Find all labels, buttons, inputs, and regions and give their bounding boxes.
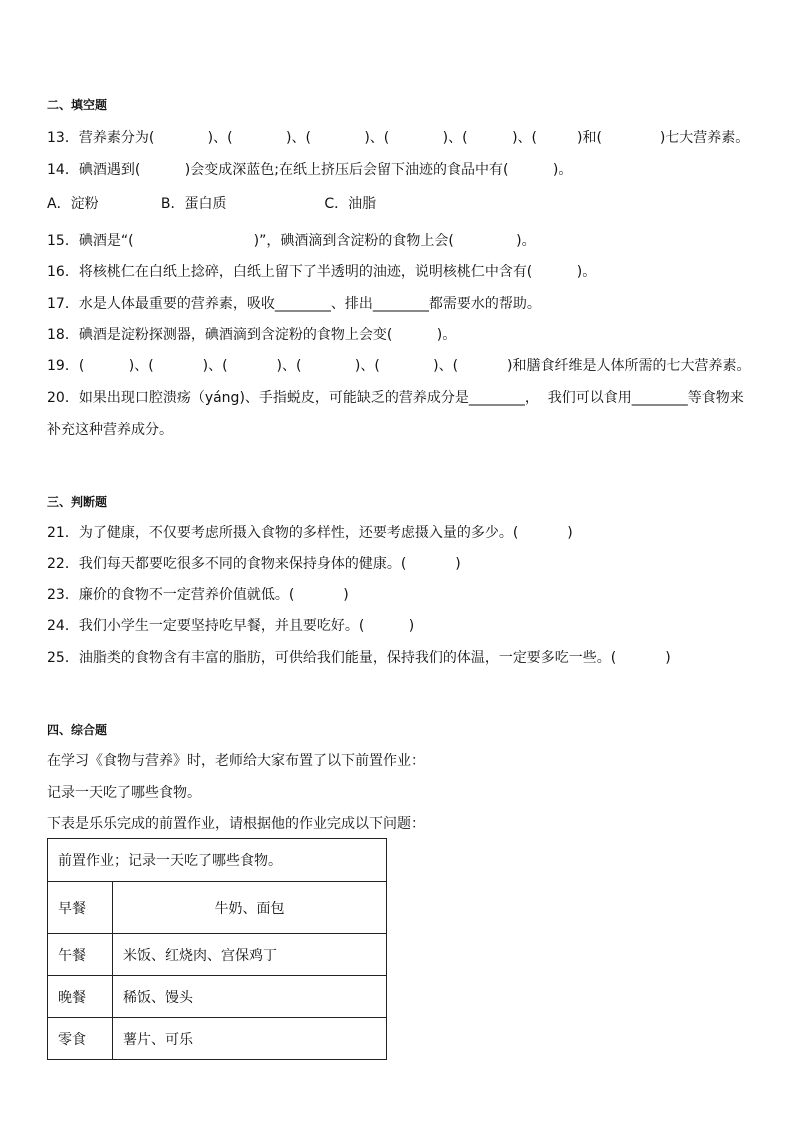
meal-record-table: [47, 838, 387, 1060]
food-cell: 稀饭、馒头: [113, 976, 387, 1018]
question-14-options: A．淀粉 B．蛋白质 C．油脂: [47, 196, 377, 212]
question-22: 22．我们每天都要吃很多不同的食物来保持身体的健康。( ): [47, 556, 461, 572]
food-cell: 牛奶、面包: [113, 882, 387, 934]
meal-cell: 早餐: [48, 882, 113, 934]
intro-line-1: 在学习《食物与营养》时，老师给大家布置了以下前置作业：: [47, 753, 425, 769]
table-header-row: [48, 839, 387, 882]
meal-cell: 午餐: [48, 934, 113, 976]
section-title: 二、填空题: [47, 98, 108, 112]
table-row: [48, 976, 387, 1018]
food-cell: 米饭、红烧肉、宫保鸡丁: [113, 934, 387, 976]
question-23: 23．廉价的食物不一定营养价值就低。( ): [47, 587, 349, 603]
question-17: 17．水是人体最重要的营养素，吸收________、排出________都需要水的帮助。: [47, 296, 541, 312]
section-title: 四、综合题: [47, 723, 108, 737]
question-25: 25．油脂类的食物含有丰富的脂肪，可供给我们能量，保持我们的体温，一定要多吃一些。( ): [47, 650, 671, 666]
table-row: [48, 882, 387, 934]
question-16: 16．将核桃仁在白纸上捻碎，白纸上留下了半透明的油迹，说明核桃仁中含有( )。: [47, 264, 597, 280]
meal-cell: 零食: [48, 1018, 113, 1060]
question-14: 14．碘酒遇到( )会变成深蓝色;在纸上挤压后会留下油迹的食品中有( )。: [47, 162, 573, 178]
meal-cell: 晚餐: [48, 976, 113, 1018]
intro-line-2: 记录一天吃了哪些食物。: [47, 785, 201, 801]
question-21: 21．为了健康，不仅要考虑所摄入食物的多样性，还要考虑摄入量的多少。( ): [47, 525, 573, 541]
question-19: 19．( )、( )、( )、( )、( )、( )和膳食纤维是人体所需的七大营养素。: [47, 358, 751, 374]
section-title: 三、判断题: [47, 495, 108, 509]
table-row: [48, 1018, 387, 1060]
question-15: 15．碘酒是“( )”，碘酒滴到含淀粉的食物上会( )。: [47, 233, 536, 249]
food-cell: 薯片、可乐: [113, 1018, 387, 1060]
intro-line-3: 下表是乐乐完成的前置作业，请根据他的作业完成以下问题：: [47, 816, 425, 832]
question-20-line-2: 补充这种营养成分。: [47, 422, 173, 438]
question-24: 24．我们小学生一定要坚持吃早餐，并且要吃好。( ): [47, 618, 415, 634]
table-header-cell: 前置作业；记录一天吃了哪些食物。: [48, 839, 387, 882]
table-row: [48, 934, 387, 976]
question-13: 13．营养素分为( )、( )、( )、( )、( )、( )和( )七大营养素。: [47, 130, 750, 146]
question-18: 18．碘酒是淀粉探测器，碘酒滴到含淀粉的食物上会变( )。: [47, 327, 457, 343]
question-20-line-1: 20．如果出现口腔溃疡（yáng)、手指蜕皮，可能缺乏的营养成分是________， 我们可以食用________等食物来: [47, 390, 744, 406]
